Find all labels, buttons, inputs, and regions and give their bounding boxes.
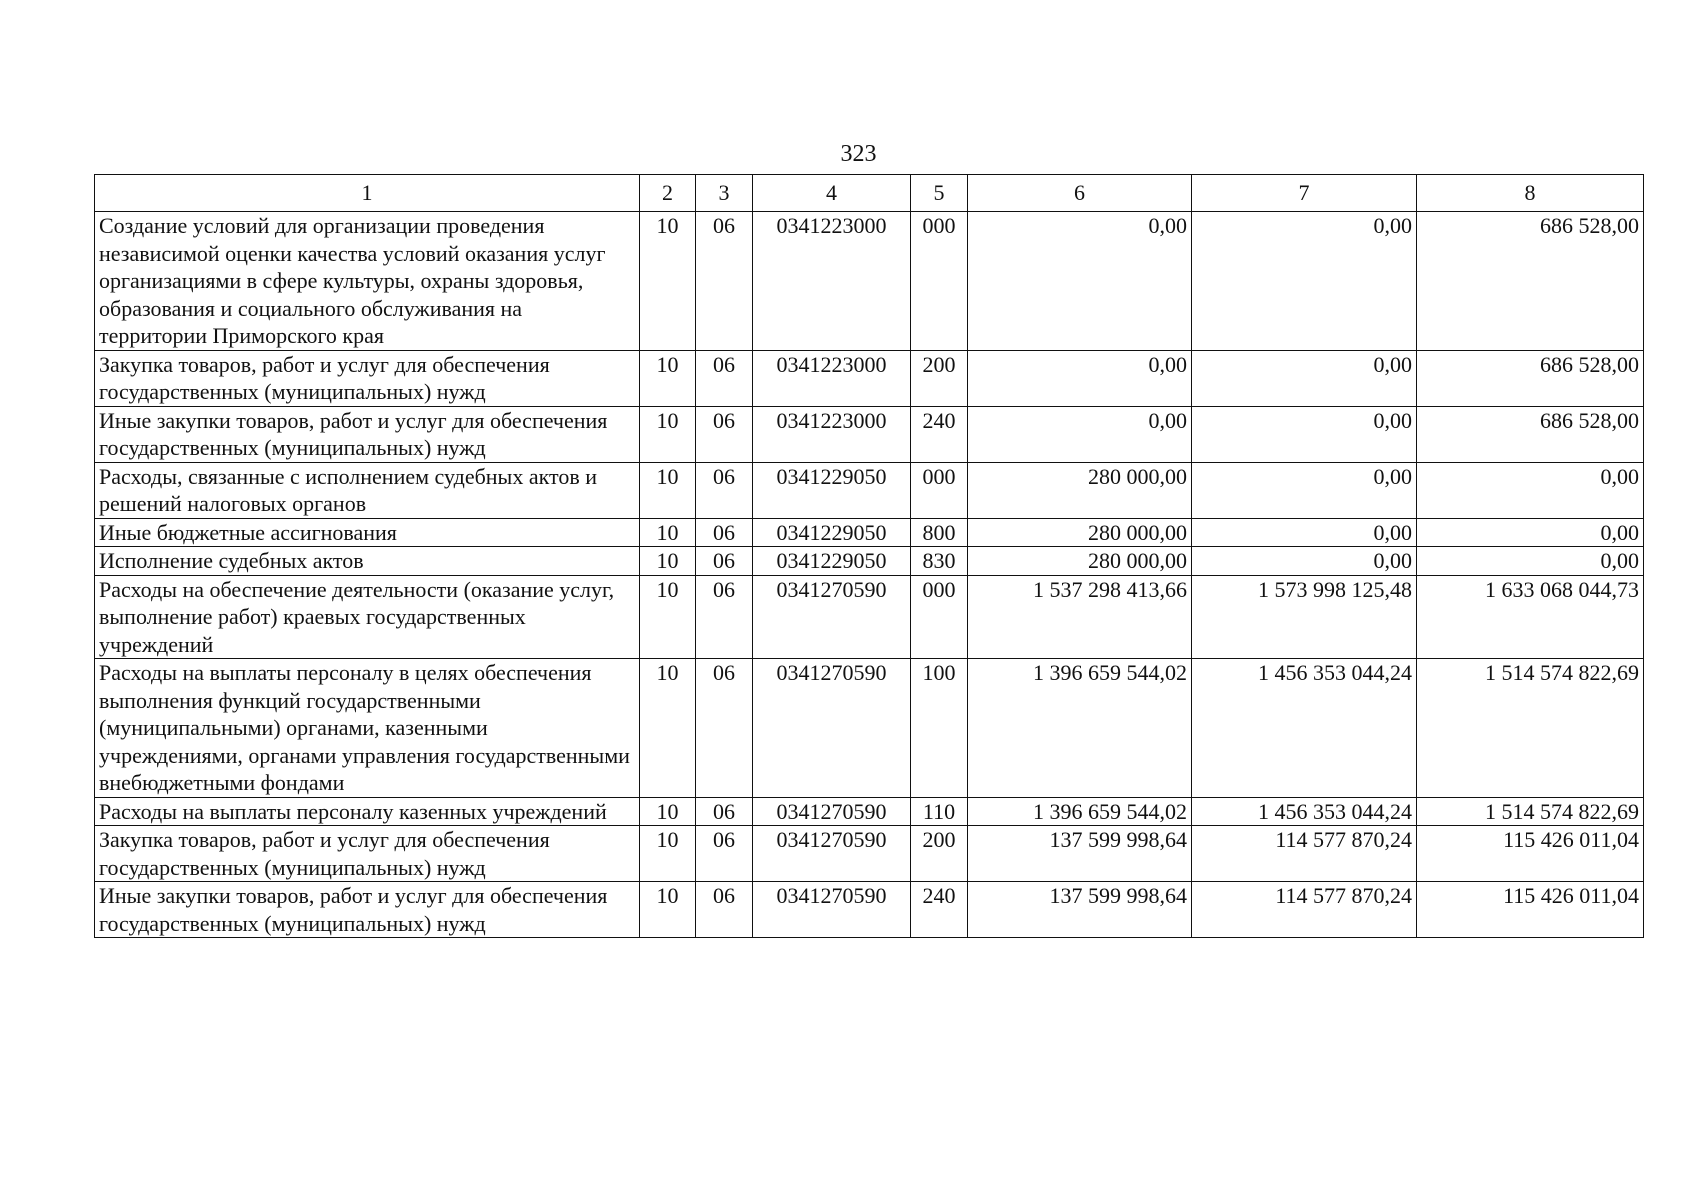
subsection-code: 06 xyxy=(696,462,753,518)
section-code: 10 xyxy=(640,462,696,518)
amount-col-8: 1 514 574 822,69 xyxy=(1417,797,1644,826)
expense-type-code: 240 xyxy=(911,406,968,462)
subsection-code: 06 xyxy=(696,575,753,659)
section-code: 10 xyxy=(640,575,696,659)
expense-name: Иные закупки товаров, работ и услуг для обеспечения государственных (муниципальных) нужд xyxy=(95,406,640,462)
subsection-code: 06 xyxy=(696,212,753,351)
expense-name: Расходы на выплаты персоналу казенных учреждений xyxy=(95,797,640,826)
amount-col-7: 0,00 xyxy=(1192,212,1417,351)
table-row xyxy=(95,826,1644,882)
amount-col-6: 0,00 xyxy=(968,406,1192,462)
amount-col-6: 280 000,00 xyxy=(968,547,1192,576)
table-row xyxy=(95,406,1644,462)
expense-type-code: 000 xyxy=(911,575,968,659)
amount-col-8: 686 528,00 xyxy=(1417,406,1644,462)
expense-type-code: 000 xyxy=(911,212,968,351)
subsection-code: 06 xyxy=(696,826,753,882)
target-article-code: 0341270590 xyxy=(753,575,911,659)
target-article-code: 0341223000 xyxy=(753,406,911,462)
expense-name: Закупка товаров, работ и услуг для обеспечения государственных (муниципальных) нужд xyxy=(95,350,640,406)
amount-col-8: 115 426 011,04 xyxy=(1417,882,1644,938)
expense-type-code: 200 xyxy=(911,826,968,882)
amount-col-6: 0,00 xyxy=(968,350,1192,406)
amount-col-7: 0,00 xyxy=(1192,406,1417,462)
section-code: 10 xyxy=(640,547,696,576)
amount-col-7: 0,00 xyxy=(1192,350,1417,406)
table-row xyxy=(95,882,1644,938)
section-code: 10 xyxy=(640,659,696,798)
amount-col-7: 1 456 353 044,24 xyxy=(1192,659,1417,798)
column-header-5: 5 xyxy=(911,175,968,212)
amount-col-6: 1 396 659 544,02 xyxy=(968,797,1192,826)
target-article-code: 0341229050 xyxy=(753,462,911,518)
target-article-code: 0341270590 xyxy=(753,826,911,882)
amount-col-7: 114 577 870,24 xyxy=(1192,882,1417,938)
target-article-code: 0341229050 xyxy=(753,547,911,576)
target-article-code: 0341270590 xyxy=(753,797,911,826)
subsection-code: 06 xyxy=(696,406,753,462)
page-number: 323 xyxy=(840,141,877,167)
expense-name: Закупка товаров, работ и услуг для обеспечения государственных (муниципальных) нужд xyxy=(95,826,640,882)
amount-col-7: 1 573 998 125,48 xyxy=(1192,575,1417,659)
amount-col-8: 1 633 068 044,73 xyxy=(1417,575,1644,659)
table-header-row xyxy=(95,175,1644,212)
subsection-code: 06 xyxy=(696,797,753,826)
amount-col-8: 686 528,00 xyxy=(1417,212,1644,351)
expense-type-code: 800 xyxy=(911,518,968,547)
amount-col-7: 0,00 xyxy=(1192,462,1417,518)
amount-col-8: 1 514 574 822,69 xyxy=(1417,659,1644,798)
section-code: 10 xyxy=(640,882,696,938)
amount-col-6: 137 599 998,64 xyxy=(968,882,1192,938)
amount-col-6: 0,00 xyxy=(968,212,1192,351)
subsection-code: 06 xyxy=(696,350,753,406)
budget-table xyxy=(94,174,1644,938)
subsection-code: 06 xyxy=(696,659,753,798)
table-row xyxy=(95,518,1644,547)
section-code: 10 xyxy=(640,826,696,882)
amount-col-7: 0,00 xyxy=(1192,547,1417,576)
target-article-code: 0341270590 xyxy=(753,882,911,938)
amount-col-6: 280 000,00 xyxy=(968,462,1192,518)
amount-col-8: 686 528,00 xyxy=(1417,350,1644,406)
section-code: 10 xyxy=(640,406,696,462)
expense-type-code: 000 xyxy=(911,462,968,518)
target-article-code: 0341270590 xyxy=(753,659,911,798)
section-code: 10 xyxy=(640,350,696,406)
table-row xyxy=(95,547,1644,576)
expense-name: Иные закупки товаров, работ и услуг для обеспечения государственных (муниципальных) нужд xyxy=(95,882,640,938)
amount-col-7: 1 456 353 044,24 xyxy=(1192,797,1417,826)
table-row xyxy=(95,797,1644,826)
subsection-code: 06 xyxy=(696,518,753,547)
expense-type-code: 200 xyxy=(911,350,968,406)
subsection-code: 06 xyxy=(696,547,753,576)
table-row xyxy=(95,659,1644,798)
column-header-1: 1 xyxy=(95,175,640,212)
expense-type-code: 240 xyxy=(911,882,968,938)
expense-name: Расходы на выплаты персоналу в целях обеспечения выполнения функций государственными (муниципальными) органами, казенными учреждениями, органами управления государственными внебюджетными фондами xyxy=(95,659,640,798)
column-header-3: 3 xyxy=(696,175,753,212)
amount-col-6: 1 537 298 413,66 xyxy=(968,575,1192,659)
table-row xyxy=(95,212,1644,351)
expense-type-code: 110 xyxy=(911,797,968,826)
expense-name: Расходы, связанные с исполнением судебных актов и решений налоговых органов xyxy=(95,462,640,518)
column-header-4: 4 xyxy=(753,175,911,212)
section-code: 10 xyxy=(640,212,696,351)
amount-col-8: 0,00 xyxy=(1417,547,1644,576)
expense-name: Исполнение судебных актов xyxy=(95,547,640,576)
expense-name: Создание условий для организации проведения независимой оценки качества условий оказания услуг организациями в сфере культуры, охраны здоровья, образования и социального обслуживания на территории Приморского края xyxy=(95,212,640,351)
expense-type-code: 100 xyxy=(911,659,968,798)
amount-col-6: 137 599 998,64 xyxy=(968,826,1192,882)
amount-col-6: 1 396 659 544,02 xyxy=(968,659,1192,798)
target-article-code: 0341223000 xyxy=(753,350,911,406)
expense-name: Расходы на обеспечение деятельности (оказание услуг, выполнение работ) краевых государственных учреждений xyxy=(95,575,640,659)
table-row xyxy=(95,575,1644,659)
section-code: 10 xyxy=(640,518,696,547)
section-code: 10 xyxy=(640,797,696,826)
amount-col-8: 0,00 xyxy=(1417,462,1644,518)
column-header-8: 8 xyxy=(1417,175,1644,212)
expense-type-code: 830 xyxy=(911,547,968,576)
target-article-code: 0341229050 xyxy=(753,518,911,547)
target-article-code: 0341223000 xyxy=(753,212,911,351)
subsection-code: 06 xyxy=(696,882,753,938)
amount-col-6: 280 000,00 xyxy=(968,518,1192,547)
table-row xyxy=(95,462,1644,518)
column-header-6: 6 xyxy=(968,175,1192,212)
table-row xyxy=(95,350,1644,406)
amount-col-7: 0,00 xyxy=(1192,518,1417,547)
amount-col-8: 0,00 xyxy=(1417,518,1644,547)
expense-name: Иные бюджетные ассигнования xyxy=(95,518,640,547)
amount-col-7: 114 577 870,24 xyxy=(1192,826,1417,882)
amount-col-8: 115 426 011,04 xyxy=(1417,826,1644,882)
column-header-2: 2 xyxy=(640,175,696,212)
column-header-7: 7 xyxy=(1192,175,1417,212)
